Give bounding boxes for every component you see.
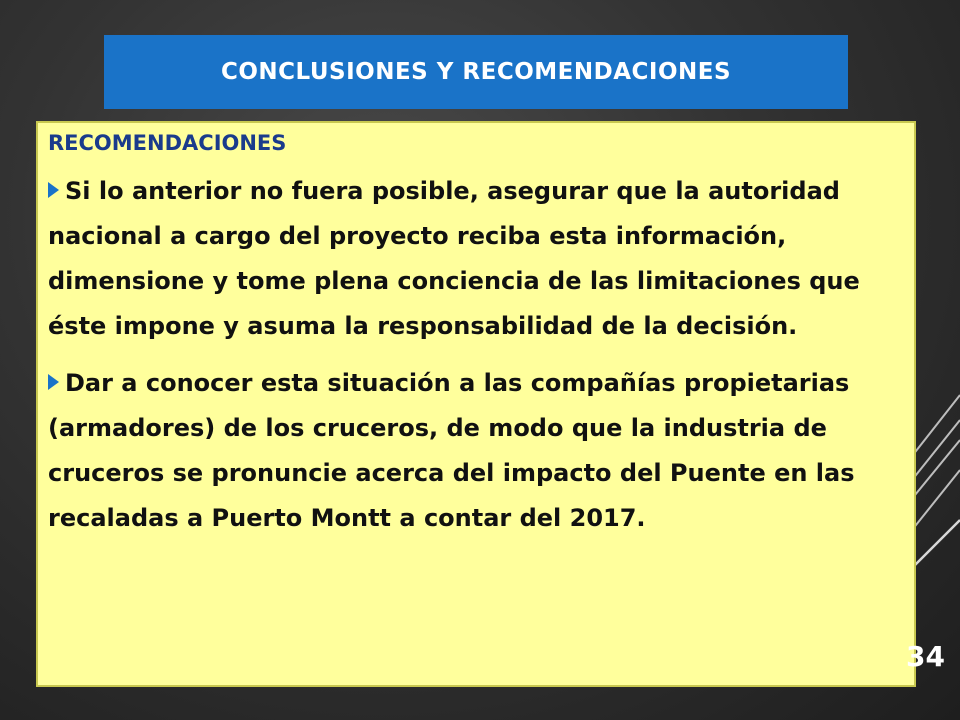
- slide-title: CONCLUSIONES Y RECOMENDACIONES: [220, 59, 732, 85]
- bullet-item: [48, 361, 906, 541]
- content-box: [36, 121, 916, 687]
- bullet-text: Dar a conocer esta situación a las compañías propietarias (armadores) de los cruceros, de modo que la industria de cruceros se pronuncie acerca del impacto del Puente en las recaladas a Puerto Montt a contar del 2017.: [48, 369, 855, 532]
- title-bar: [104, 35, 848, 109]
- bullet-text: Si lo anterior no fuera posible, asegurar que la autoridad nacional a cargo del proyecto reciba esta información, dimensione y tome plena conciencia de las limitaciones que éste impone y asuma la responsabilidad de la decisión.: [48, 177, 860, 340]
- section-heading: RECOMENDACIONES: [48, 131, 287, 155]
- bullet-item: [48, 169, 906, 349]
- page-number: 34: [906, 640, 945, 673]
- right-triangle-bullet-icon: [48, 182, 59, 198]
- right-triangle-bullet-icon: [48, 374, 59, 390]
